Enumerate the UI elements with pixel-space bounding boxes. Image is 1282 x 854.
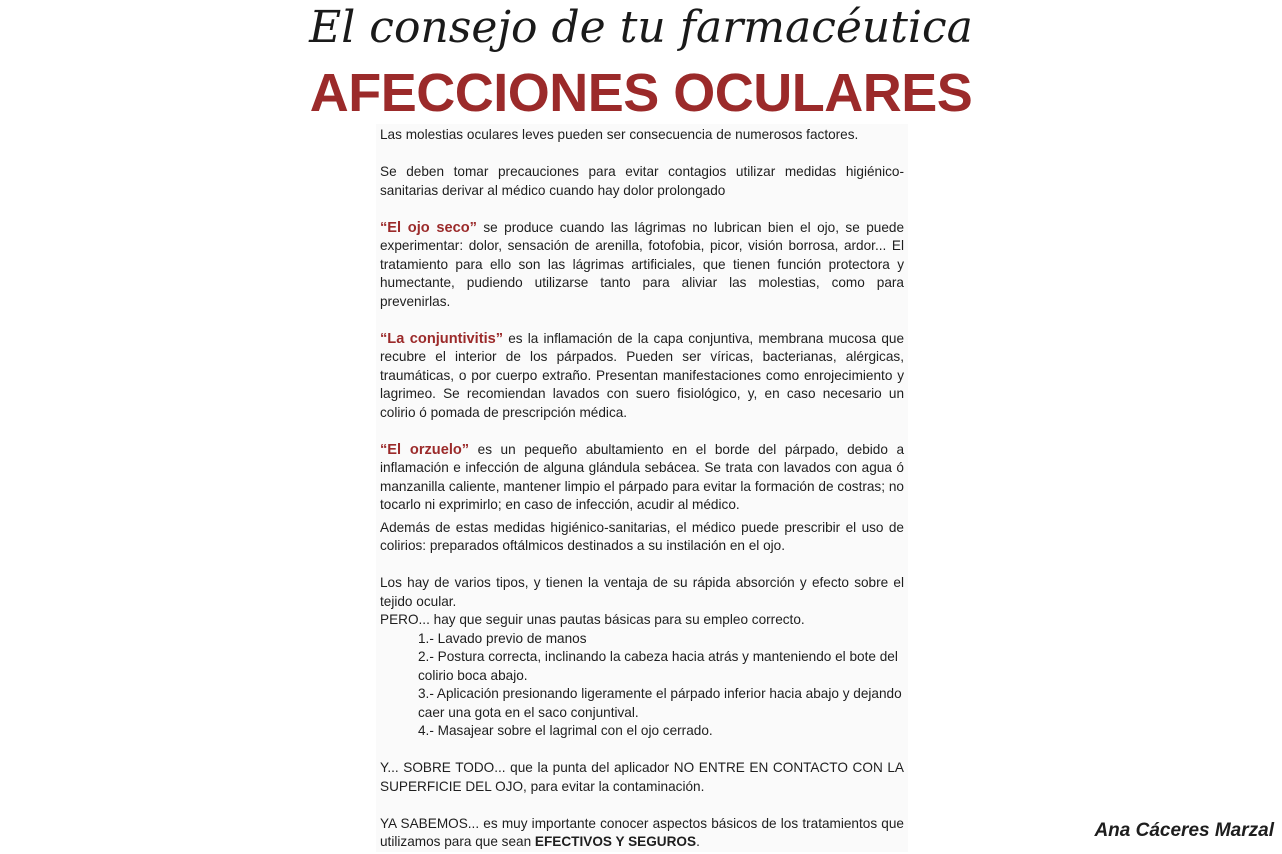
types-paragraph: Los hay de varios tipos, y tienen la ventaja de su rápida absorción y efecto sobre el tejido ocular. — [380, 575, 904, 609]
conclusion-paragraph — [380, 815, 904, 852]
dry-eye-text: se produce cuando las lágrimas no lubrican bien el ojo, se puede experimentar: dolor, sensación de arenilla, fotofobia, picor, visión borrosa, ardor... El tratamiento para ello son las lágrimas artificiales, que tienen función protectora y humectante, pudiendo utilizarse tanto para aliviar las molestias, como para prevenirlas. — [380, 219, 905, 309]
header-subtitle: El consejo de tu farmacéutica — [309, 2, 973, 53]
conclusion-emphasis: EFECTIVOS Y SEGUROS — [534, 834, 697, 849]
stye-term: “El orzuelo” — [380, 441, 470, 458]
step-item: 2.- Postura correcta, inclinando la cabeza hacia atrás y manteniendo el bote del colirio boca abajo. — [418, 649, 898, 683]
above-all-paragraph: Y... SOBRE TODO... que la punta del aplicador NO ENTRE EN CONTACTO CON LA SUPERFICIE DEL OJO, para evitar la contaminación. — [380, 760, 904, 794]
page-title: AFECCIONES OCULARES — [309, 63, 973, 123]
conclusion-end: . — [696, 834, 700, 849]
dry-eye-term: “El ojo seco” — [380, 219, 477, 236]
conjunctivitis-paragraph — [380, 330, 904, 423]
dry-eye-paragraph — [380, 219, 904, 312]
precautions-paragraph: Se deben tomar precauciones para evitar contagios utilizar medidas higiénico-sanitarias derivar al médico cuando hay dolor prolongado — [380, 164, 904, 198]
step-item: 4.- Masajear sobre el lagrimal con el ojo cerrado. — [418, 723, 713, 738]
intro-paragraph: Las molestias oculares leves pueden ser consecuencia de numerosos factores. — [380, 127, 859, 142]
conclusion-text: YA SABEMOS... es muy importante conocer aspectos básicos de los tratamientos que utilizamos para que sean — [380, 815, 904, 849]
conjunctivitis-text: es la inflamación de la capa conjuntiva, membrana mucosa que recubre el interior de los párpados. Pueden ser víricas, bacterianas, alérgicas, traumáticas, o por cuerpo extraño. Presentan manifestaciones como enrojecimiento y lagrimeo. Se recomiendan lavados con suero fisiológico, y, en caso necesario un colirio ó pomada de prescripción médica. — [380, 330, 905, 420]
eyedrops-paragraph: Además de estas medidas higiénico-sanitarias, el médico puede prescribir el uso de colirios: preparados oftálmicos destinados a su instilación en el ojo. — [380, 519, 904, 553]
step-item: 1.- Lavado previo de manos — [418, 630, 587, 646]
steps-list — [380, 630, 904, 741]
stye-text: es un pequeño abultamiento en el borde del párpado, debido a inflamación e infección de alguna glándula sebácea. Se trata con lavados con agua ó manzanilla caliente, mantener limpio el párpado para evitar la formación de costras; no tocarlo ni exprimirlo; en caso de infección, acudir al médico. — [380, 441, 905, 512]
article-body — [380, 126, 904, 852]
stye-paragraph — [380, 441, 904, 515]
author-signature: Ana Cáceres Marzal — [1094, 820, 1274, 841]
conjunctivitis-term: “La conjuntivitis” — [380, 330, 504, 347]
step-item: 3.- Aplicación presionando ligeramente el párpado inferior hacia abajo y dejando caer una gota en el saco conjuntival. — [418, 686, 902, 720]
but-paragraph: PERO... hay que seguir unas pautas básicas para su empleo correcto. — [380, 612, 805, 627]
